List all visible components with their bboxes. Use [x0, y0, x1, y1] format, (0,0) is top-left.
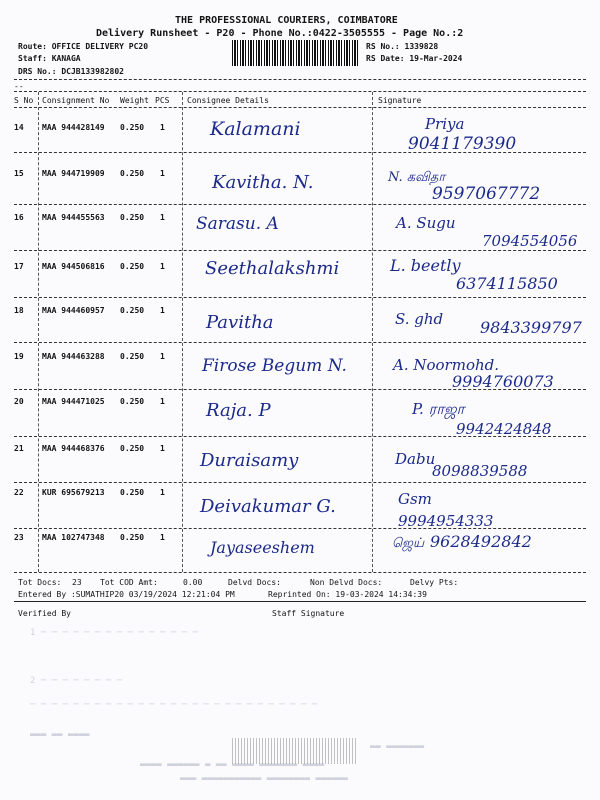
row-sno: 16 — [14, 213, 24, 222]
row-weight: 0.250 — [120, 397, 145, 406]
row-weight: 0.250 — [120, 306, 145, 315]
row-weight: 0.250 — [120, 123, 145, 132]
row-sno: 23 — [14, 533, 24, 542]
col-header-consignment: Consignment No — [42, 96, 110, 105]
tot-cod-value: 0.00 — [183, 578, 203, 587]
reprinted-on: Reprinted On: 19-03-2024 14:34:39 — [268, 590, 427, 599]
handwritten-signature: Gsm — [398, 490, 432, 508]
handwritten-signature: A. Noormohd. — [393, 356, 500, 374]
divider — [14, 91, 586, 92]
barcode-image — [232, 40, 358, 66]
rs-number: RS No.: 1339828 — [366, 42, 439, 51]
header-divider — [14, 107, 586, 108]
handwritten-phone: 6374115850 — [456, 274, 558, 293]
col-header-sno: S No — [14, 96, 34, 105]
row-sno: 17 — [14, 262, 24, 271]
row-consignment-no: MAA 944460957 — [42, 306, 105, 315]
divider-mark: -- — [14, 82, 24, 91]
tot-cod-label: Tot COD Amt: — [100, 578, 158, 587]
handwritten-signature: Priya — [425, 115, 465, 133]
tot-docs-value: 23 — [72, 578, 82, 587]
handwritten-phone: 8098839588 — [432, 462, 528, 480]
handwritten-phone: 9628492842 — [430, 532, 532, 551]
row-weight: 0.250 — [120, 488, 145, 497]
handwritten-consignee-name: Firose Begum N. — [202, 356, 347, 376]
delvy-pts-label: Delvy Pts: — [410, 578, 459, 587]
handwritten-signature: N. கவிதா — [388, 170, 446, 185]
rs-date: RS Date: 19-Mar-2024 — [366, 54, 463, 63]
row-consignment-no: MAA 102747348 — [42, 533, 105, 542]
row-weight: 0.250 — [120, 533, 145, 542]
row-consignment-no: MAA 944719909 — [42, 169, 105, 178]
column-separator — [38, 92, 39, 572]
row-weight: 0.250 — [120, 352, 145, 361]
company-name: THE PROFESSIONAL COURIERS, COIMBATORE — [175, 15, 398, 26]
handwritten-consignee-name: Jayaseeshem — [210, 538, 315, 557]
staff-label: Staff: KANAGA — [18, 54, 81, 63]
row-sno: 21 — [14, 444, 24, 453]
handwritten-consignee-name: Pavitha — [206, 312, 274, 333]
handwritten-signature: ஜெய் — [392, 536, 425, 551]
row-sno: 22 — [14, 488, 24, 497]
handwritten-signature: S. ghd — [395, 310, 444, 328]
row-consignment-no: MAA 944463288 — [42, 352, 105, 361]
route-label: Route: OFFICE DELIVERY PC20 — [18, 42, 149, 51]
handwritten-phone: 9994760073 — [452, 372, 554, 391]
handwritten-phone: 7094554056 — [482, 232, 578, 250]
row-divider — [14, 250, 586, 251]
col-header-signature: Signature — [378, 96, 422, 105]
row-weight: 0.250 — [120, 213, 145, 222]
handwritten-signature: P. ராஜா — [412, 400, 465, 418]
row-consignment-no: MAA 944468376 — [42, 444, 105, 453]
row-consignment-no: KUR 695679213 — [42, 488, 105, 497]
staff-signature-label: Staff Signature — [272, 609, 345, 618]
row-divider — [14, 572, 586, 573]
handwritten-phone: 9597067772 — [432, 184, 541, 204]
footer-divider — [14, 601, 586, 602]
row-pcs: 1 — [160, 533, 165, 542]
handwritten-consignee-name: Seethalakshmi — [205, 258, 340, 279]
row-divider — [14, 436, 586, 437]
divider — [14, 79, 586, 80]
handwritten-consignee-name: Deivakumar G. — [200, 496, 336, 517]
row-divider — [14, 204, 586, 205]
entered-by: Entered By :SUMATHIP20 03/19/2024 12:21:04 PM — [18, 590, 235, 599]
column-separator — [372, 92, 373, 572]
row-sno: 18 — [14, 306, 24, 315]
row-pcs: 1 — [160, 123, 165, 132]
row-pcs: 1 — [160, 488, 165, 497]
handwritten-signature: L. beetly — [390, 256, 461, 275]
delvd-docs-label: Delvd Docs: — [228, 578, 281, 587]
handwritten-phone: 9994954333 — [398, 512, 494, 530]
row-consignment-no: MAA 944471025 — [42, 397, 105, 406]
row-pcs: 1 — [160, 306, 165, 315]
row-divider — [14, 389, 586, 390]
row-consignment-no: MAA 944506816 — [42, 262, 105, 271]
handwritten-signature: A. Sugu — [396, 214, 456, 232]
row-pcs: 1 — [160, 444, 165, 453]
row-consignment-no: MAA 944428149 — [42, 123, 105, 132]
handwritten-phone: 9041179390 — [408, 134, 517, 154]
handwritten-consignee-name: Sarasu. A — [196, 214, 279, 234]
row-weight: 0.250 — [120, 262, 145, 271]
row-divider — [14, 152, 586, 153]
row-sno: 14 — [14, 123, 24, 132]
runsheet-title: Delivery Runsheet - P20 - Phone No.:0422-3505555 - Page No.:2 — [96, 28, 464, 39]
col-header-weight: Weight — [120, 96, 149, 105]
handwritten-phone: 9942424848 — [456, 420, 552, 438]
handwritten-consignee-name: Kalamani — [210, 118, 301, 140]
bleed-through-barcode — [232, 738, 358, 764]
tot-docs-label: Tot Docs: — [18, 578, 62, 587]
row-divider — [14, 482, 586, 483]
row-pcs: 1 — [160, 213, 165, 222]
non-delvd-docs-label: Non Delvd Docs: — [310, 578, 383, 587]
col-header-pcs: PCS — [155, 96, 170, 105]
row-sno: 15 — [14, 169, 24, 178]
handwritten-phone: 9843399797 — [480, 318, 582, 337]
handwritten-consignee-name: Duraisamy — [200, 450, 299, 471]
col-header-consignee-details: Consignee Details — [187, 96, 269, 105]
handwritten-consignee-name: Raja. P — [206, 400, 271, 421]
row-sno: 19 — [14, 352, 24, 361]
handwritten-consignee-name: Kavitha. N. — [212, 172, 314, 193]
row-weight: 0.250 — [120, 444, 145, 453]
row-divider — [14, 528, 586, 529]
row-pcs: 1 — [160, 262, 165, 271]
handwritten-signature: Dabu — [395, 450, 436, 468]
drs-number: DRS No.: DCJB133982802 — [18, 67, 124, 76]
verified-by-label: Verified By — [18, 609, 71, 618]
column-separator — [182, 92, 183, 572]
row-sno: 20 — [14, 397, 24, 406]
row-pcs: 1 — [160, 169, 165, 178]
row-divider — [14, 297, 586, 298]
row-divider — [14, 342, 586, 343]
row-consignment-no: MAA 944455563 — [42, 213, 105, 222]
row-pcs: 1 — [160, 352, 165, 361]
row-weight: 0.250 — [120, 169, 145, 178]
row-pcs: 1 — [160, 397, 165, 406]
